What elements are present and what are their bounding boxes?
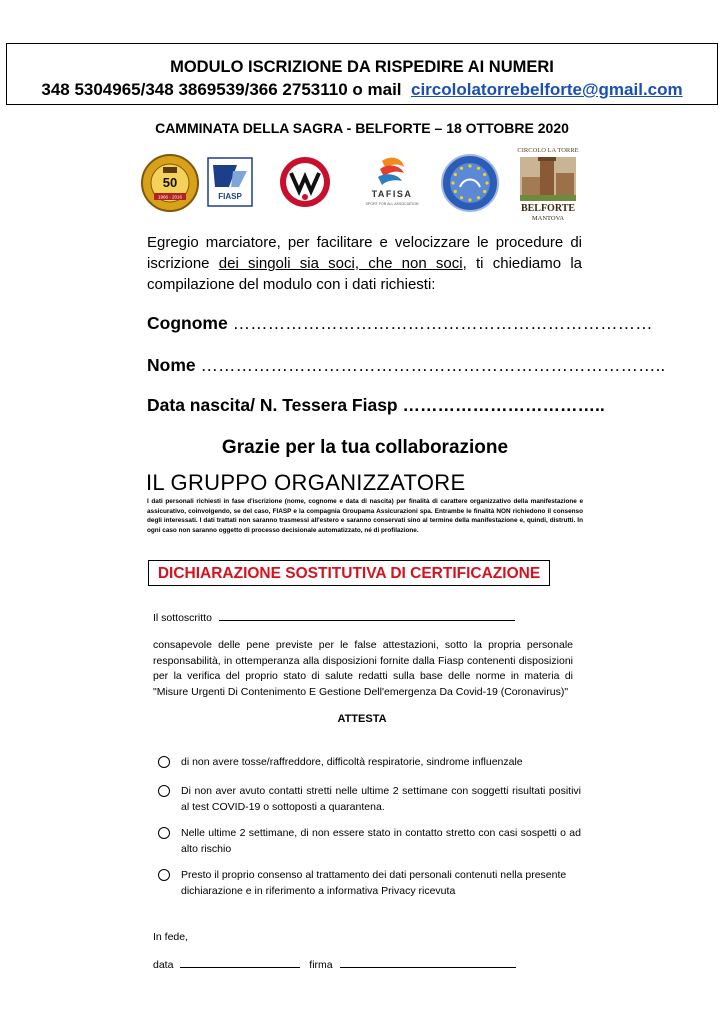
tafisa-subtext: SPORT FOR ALL ASSOCIATION — [365, 202, 419, 206]
intro-text-2: , ti chiediamo la compilazione del modulo con i dati richiesti: — [147, 255, 583, 293]
tafisa-text: TAFISA — [371, 189, 413, 199]
organizer-heading: IL GRUPPO ORGANIZZATORE — [146, 470, 466, 495]
data-nascita-field[interactable] — [147, 395, 605, 416]
logo-years-text: 1966 - 2016 — [157, 194, 183, 200]
thanks-heading: Grazie per la tua collaborazione — [221, 437, 509, 458]
circolo-top-text: CIRCOLO LA TORRE — [517, 147, 579, 154]
form-title: MODULO ISCRIZIONE DA RISPEDIRE AI NUMERI — [170, 58, 554, 76]
radio-circle-icon[interactable] — [158, 827, 170, 839]
data-label: data — [153, 959, 174, 971]
option-text: di non avere tosse/raffreddore, difficoltà respiratorie, sindrome influenzale — [181, 756, 523, 768]
nome-dots: …………………………………………………………………….. — [200, 355, 666, 375]
cognome-label: Cognome — [147, 313, 228, 333]
intro-paragraph — [147, 232, 582, 295]
cognome-field[interactable] — [147, 313, 653, 334]
radio-circle-icon[interactable] — [158, 869, 170, 881]
nome-label: Nome — [147, 355, 196, 375]
logo-50-text: 50 — [162, 175, 178, 190]
intro-underlined: dei singoli sia soci, che non soci — [218, 255, 463, 272]
sottoscritto-line[interactable] — [153, 611, 515, 627]
radio-circle-icon[interactable] — [158, 756, 170, 768]
intro-text-1: Egregio marciatore, per facilitare e velocizzare le procedure di iscrizione — [147, 234, 582, 272]
firma-blank[interactable] — [340, 958, 516, 968]
in-fede-label: In fede, — [153, 931, 189, 943]
data-nascita-label: Data nascita/ N. Tessera Fiasp — [147, 395, 398, 415]
circolo-sub-text: MANTOVA — [531, 215, 565, 222]
radio-circle-icon[interactable] — [158, 785, 170, 797]
option-text: Di non aver avuto contatti stretti nelle ultime 2 settimane con soggetti risultati positivi al test COVID-19 o sottoposti a quarantena. — [181, 785, 581, 813]
tafisa-logo — [360, 155, 424, 209]
declaration-title: DICHIARAZIONE SOSTITUTIVA DI CERTIFICAZIONE — [157, 565, 541, 582]
sottoscritto-blank[interactable] — [219, 611, 515, 621]
option-text: Presto il proprio consenso al trattamento dei dati personali contenuti nella presente dichiarazione e in riferimento a informativa Privacy ricevuta — [181, 869, 567, 897]
contact-line — [0, 80, 724, 100]
date-signature-line[interactable] — [153, 958, 516, 974]
fiasp-text: FIASP — [218, 192, 242, 201]
phone-numbers: 348 5304965/348 3869539/366 2753110 o mail — [41, 80, 402, 99]
eu-logo — [440, 153, 500, 213]
cognome-dots: ……………………………………………………………… — [232, 313, 653, 333]
attesta-heading: ATTESTA — [337, 713, 387, 725]
data-nascita-dots: …………………………….. — [402, 395, 605, 415]
circolo-la-torre-logo — [510, 143, 586, 223]
circolo-name-text: BELFORTE — [520, 203, 576, 214]
email-link[interactable]: circololatorrebelforte@gmail.com — [410, 80, 683, 99]
nome-field[interactable] — [147, 355, 665, 376]
firma-label: firma — [309, 959, 333, 971]
sottoscritto-label: Il sottoscritto — [153, 612, 212, 624]
consapevole-paragraph: consapevole delle pene previste per le false attestazioni, sotto la propria personale responsabilità, in ottemperanza alla disposizioni fornite dalla Fiasp contenenti disposizioni per la verifica del proprio stato di salute redatti sulla base delle norme in materia di "Misure Urgenti Di Contenimento E Gestione Dell'emergenza Da Covid-19 (Coronavirus)" — [153, 639, 573, 698]
fiasp-logo — [207, 157, 253, 207]
event-title: CAMMINATA DELLA SAGRA - BELFORTE – 18 OTTOBRE 2020 — [155, 120, 569, 136]
ivv-logo — [278, 155, 332, 209]
data-blank[interactable] — [180, 958, 300, 968]
anniversary-logo — [140, 153, 200, 213]
option-text: Nelle ultime 2 settimane, di non essere stato in contatto stretto con casi sospetti o ad alto rischio — [181, 827, 581, 855]
privacy-notice: I dati personali richiesti in fase d'iscrizione (nome, cognome e data di nascita) per finalità di carattere organizzativo della manifestazione e assicurativo, coinvolgendo, se del caso, FIASP e la compagnia Groupama Assicurazioni spa. Entrambe le finalità NON richiedono il consenso degli interessati. I dati trattati non saranno trasmessi all'estero e saranno conservati sino al termine della manifestazione e, quindi, distrutti. In ogni caso non saranno oggetto di processo decisionale automatizzato, né di profilazione. — [147, 498, 583, 535]
